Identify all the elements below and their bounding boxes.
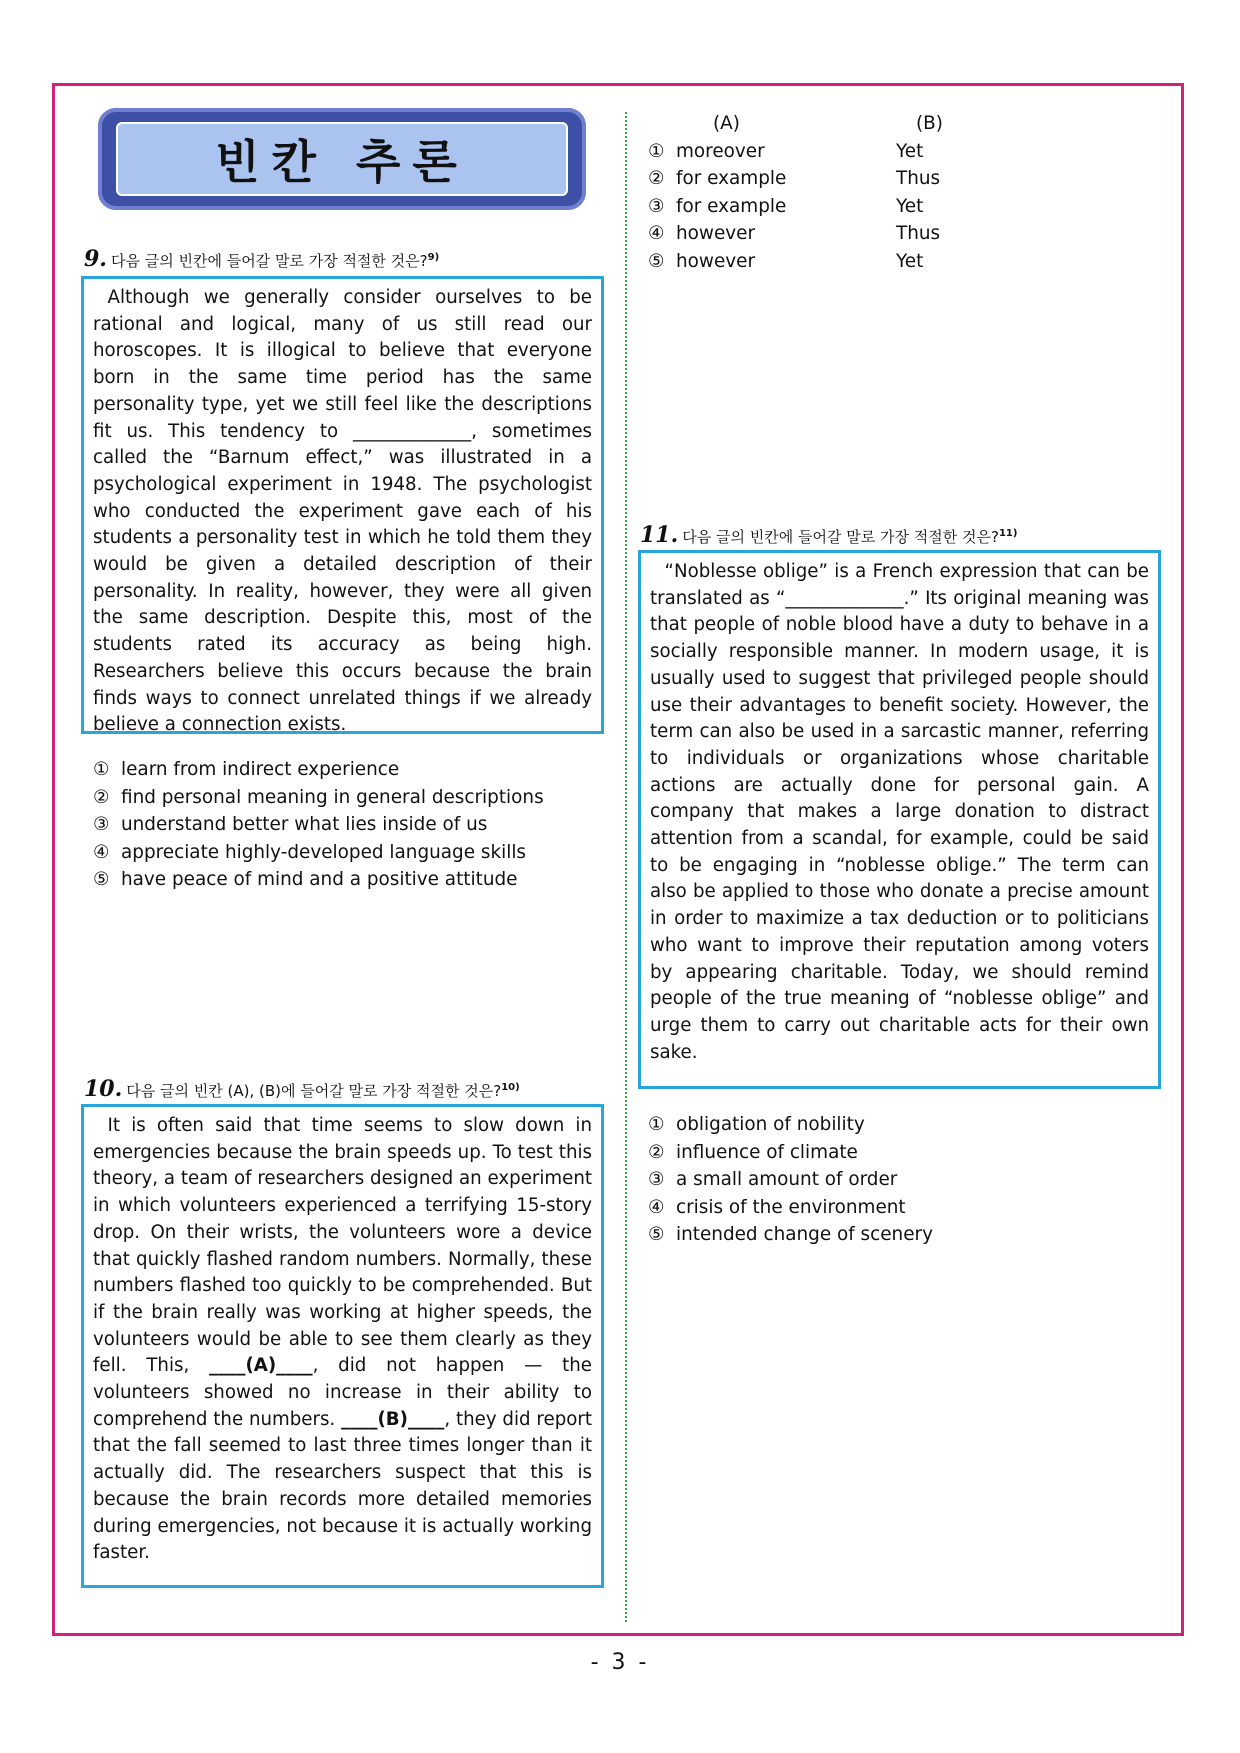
q11-options xyxy=(648,1111,1148,1249)
q9-option-2[interactable]: ② find personal meaning in general descriptions xyxy=(93,786,544,808)
q10-blank-b: ____(B)____ xyxy=(341,1408,445,1430)
q11-footnote: 11) xyxy=(998,528,1018,539)
page-number: - 3 - xyxy=(590,1650,650,1675)
section-title-inner xyxy=(116,122,568,196)
q10-option-1[interactable]: ① moreover Yet xyxy=(648,140,924,162)
q11-number: 11. xyxy=(640,522,679,548)
q10-option-2[interactable]: ② for example Thus xyxy=(648,168,941,189)
q10-option-3[interactable]: ③ for example Yet xyxy=(648,195,924,217)
q11-option-2[interactable]: ② influence of climate xyxy=(648,1141,858,1163)
q10-options-header: (A) (B) xyxy=(713,113,943,134)
q9-prompt: 다음 글의 빈칸에 들어갈 말로 가장 적절한 것은? xyxy=(110,252,428,270)
q10-heading xyxy=(84,1076,520,1102)
section-title-banner xyxy=(98,108,586,210)
q10-blank-a: ____(A)____ xyxy=(209,1355,313,1377)
q11-option-3[interactable]: ③ a small amount of order xyxy=(648,1169,898,1190)
q10-passage: It is often said that time seems to slow down in emergencies because the brain speeds up. To test this theory, a team of researchers designed an experiment in which volunteers experienced a terrifying 15-story drop. On their wrists, the volunteers wore a device that quickly flashed random numbers. Normally, these numbers flashed too quickly to be comprehended. But if the brain really was working at higher speeds, the volunteers would be able to see them clearly as they fell. This, ____(A)____, did not happen — the volunteers showed no increase in their ability to comprehend the numbers. ____(B)____, they did report that the fall seemed to last three times longer than it actually did. The researchers suspect that this is because the brain records more detailed memories during emergencies, not because it is actually working faster. xyxy=(93,1115,592,1564)
q11-option-4[interactable]: ④ crisis of the environment xyxy=(648,1196,906,1218)
q9-option-4[interactable]: ④ appreciate highly-developed language skills xyxy=(93,841,527,863)
q10-option-4[interactable]: ④ however Thus xyxy=(648,223,941,244)
q10-prompt: 다음 글의 빈칸 (A), (B)에 들어갈 말로 가장 적절한 것은? xyxy=(126,1082,502,1100)
q11-passage-box xyxy=(638,550,1161,1089)
q9-number: 9. xyxy=(84,246,107,272)
section-title: 빈칸 추론 xyxy=(215,135,469,189)
q10-option-5[interactable]: ⑤ however Yet xyxy=(648,250,924,272)
q11-heading xyxy=(640,522,1017,548)
q9-footnote: 9) xyxy=(427,252,440,263)
q9-options xyxy=(93,756,593,894)
q9-passage: Although we generally consider ourselves to be rational and logical, many of us still read our horoscopes. It is illogical to believe that everyone born in the same time period has the same personality type, yet we still feel like the descriptions fit us. This tendency to _____________, sometimes called the “Barnum effect,” was illustrated in a psychological experiment in 1948. The psychologist who conducted the experiment gave each of his students a personality test in which he told them they would be given a detailed description of their personality. In reality, however, they were all given the same description. Despite this, most of the students rated its accuracy as being high. Researchers believe this occurs because the brain finds ways to connect unrelated things if we already believe a connection exists. xyxy=(93,287,592,736)
q9-passage-box xyxy=(81,276,604,734)
column-divider xyxy=(625,112,627,1622)
q9-heading xyxy=(84,246,439,272)
q10-footnote: 10) xyxy=(501,1082,520,1093)
q11-option-5[interactable]: ⑤ intended change of scenery xyxy=(648,1224,933,1245)
q11-prompt: 다음 글의 빈칸에 들어갈 말로 가장 적절한 것은? xyxy=(682,528,999,546)
q11-option-1[interactable]: ① obligation of nobility xyxy=(648,1114,865,1135)
q10-options xyxy=(648,110,1088,275)
q10-passage-box xyxy=(81,1104,604,1588)
q10-number: 10. xyxy=(84,1076,123,1102)
q9-option-3[interactable]: ③ understand better what lies inside of us xyxy=(93,814,488,835)
q9-option-5[interactable]: ⑤ have peace of mind and a positive attitude xyxy=(93,869,518,890)
q11-passage: “Noblesse oblige” is a French expression that can be translated as “_____________.” Its original meaning was that people of noble blood have a duty to behave in a socially responsible manner. In modern usage, it is usually used to suggest that privileged people should use their advantages to benefit society. However, the term can also be used in a sarcastic manner, referring to individuals or organizations whose charitable actions are actually done for personal gain. A company that makes a large donation to distract attention from a scandal, for example, could be said to be engaging in “noblesse oblige.” The term can also be applied to those who donate a precise amount in order to maximize a tax deduction or to politicians who want to improve their reputation among voters by appearing charitable. Today, we should remind people of the true meaning of “noblesse oblige” and urge them to carry out charitable acts for their own sake. xyxy=(650,561,1149,1063)
q9-option-1[interactable]: ① learn from indirect experience xyxy=(93,759,400,780)
